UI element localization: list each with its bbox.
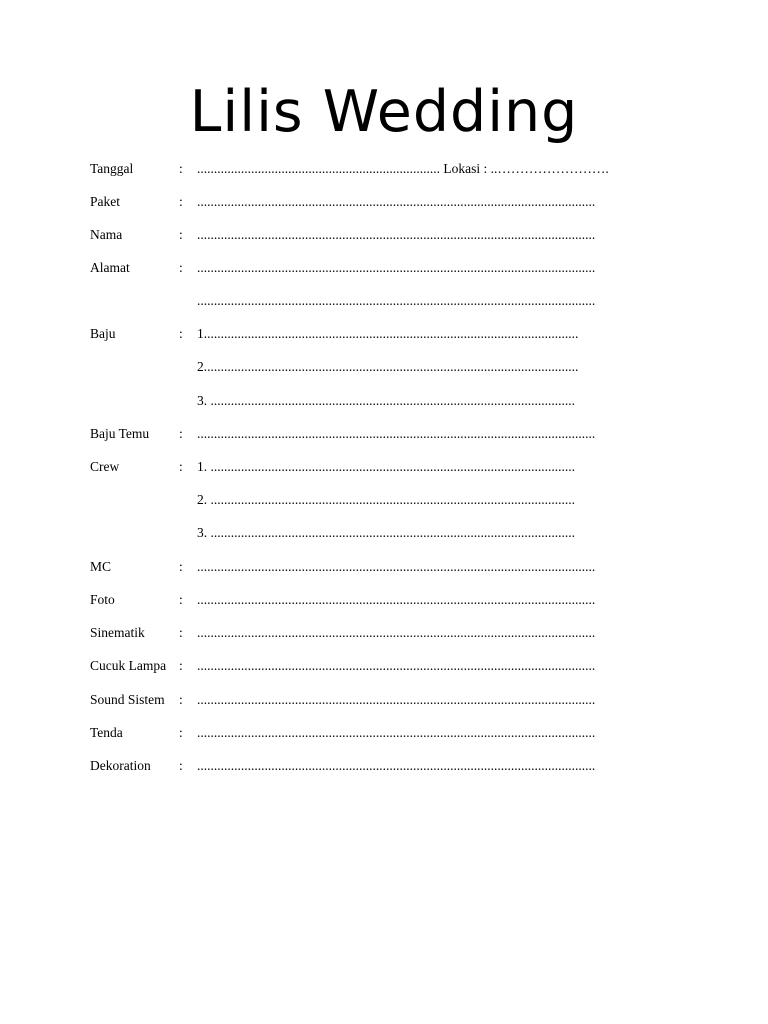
field-crew-2 [90, 490, 678, 510]
field-colon: : [179, 459, 183, 474]
sinematik-blank[interactable]: ...................................................................................................................... [197, 625, 596, 640]
field-label: Crew [90, 459, 120, 474]
field-label: Cucuk Lampa [90, 658, 167, 673]
field-colon: : [179, 559, 183, 574]
field-colon: : [179, 194, 183, 209]
document-title: Lilis Wedding [189, 79, 579, 145]
baju-temu-blank[interactable]: ...................................................................................................................... [197, 426, 596, 441]
field-label: Sound Sistem [90, 692, 165, 707]
field-colon: : [179, 758, 183, 773]
field-nama [90, 225, 678, 245]
field-label: Alamat [90, 260, 130, 275]
field-label: Nama [90, 227, 123, 242]
field-colon: : [179, 326, 183, 341]
field-tenda [90, 723, 678, 743]
field-baju-2 [90, 357, 678, 377]
tanggal-lokasi-blank[interactable]: ........................................................................ Lokasi : ..……………………. [197, 161, 609, 176]
alamat-blank-2[interactable]: ...................................................................................................................... [197, 293, 596, 308]
field-alamat [90, 258, 678, 278]
sound-sistem-blank[interactable]: ...................................................................................................................... [197, 692, 596, 707]
field-label: Tanggal [90, 161, 134, 176]
baju-blank-1[interactable]: 1............................................................................................................... [197, 326, 579, 341]
field-crew [90, 457, 678, 477]
field-colon: : [179, 426, 183, 441]
foto-blank[interactable]: ...................................................................................................................... [197, 592, 596, 607]
nama-blank[interactable]: ...................................................................................................................... [197, 227, 596, 242]
field-mc [90, 557, 678, 577]
field-colon: : [179, 692, 183, 707]
field-label: MC [90, 559, 112, 574]
field-colon: : [179, 592, 183, 607]
field-label: Dekoration [90, 758, 151, 773]
field-colon: : [179, 227, 183, 242]
crew-blank-3[interactable]: 3. ............................................................................................................ [197, 525, 575, 540]
dekoration-blank[interactable]: ...................................................................................................................... [197, 758, 596, 773]
crew-blank-1[interactable]: 1. ............................................................................................................ [197, 459, 575, 474]
field-crew-3 [90, 523, 678, 543]
field-colon: : [179, 658, 183, 673]
field-colon: : [179, 725, 183, 740]
field-label: Paket [90, 194, 120, 209]
field-colon: : [179, 625, 183, 640]
baju-blank-2[interactable]: 2............................................................................................................... [197, 359, 579, 374]
tenda-blank[interactable]: ...................................................................................................................... [197, 725, 596, 740]
field-colon: : [179, 260, 183, 275]
field-label: Foto [90, 592, 115, 607]
field-alamat-line-2 [90, 291, 678, 311]
alamat-blank[interactable]: ...................................................................................................................... [197, 260, 596, 275]
field-label: Baju Temu [90, 426, 150, 441]
field-dekoration [90, 756, 678, 776]
field-sinematik [90, 623, 678, 643]
field-tanggal [90, 159, 678, 179]
baju-blank-3[interactable]: 3. ............................................................................................................ [197, 393, 575, 408]
field-label: Baju [90, 326, 116, 341]
field-baju-3 [90, 391, 678, 411]
field-baju-temu [90, 424, 678, 444]
field-paket [90, 192, 678, 212]
field-sound-sistem [90, 690, 678, 710]
cucuk-lampa-blank[interactable]: ...................................................................................................................... [197, 658, 596, 673]
field-foto [90, 590, 678, 610]
crew-blank-2[interactable]: 2. ............................................................................................................ [197, 492, 575, 507]
field-cucuk-lampa [90, 656, 678, 676]
field-label: Tenda [90, 725, 123, 740]
paket-blank[interactable]: ...................................................................................................................... [197, 194, 596, 209]
mc-blank[interactable]: ...................................................................................................................... [197, 559, 596, 574]
field-colon: : [179, 161, 183, 176]
field-label: Sinematik [90, 625, 145, 640]
field-baju [90, 324, 678, 344]
